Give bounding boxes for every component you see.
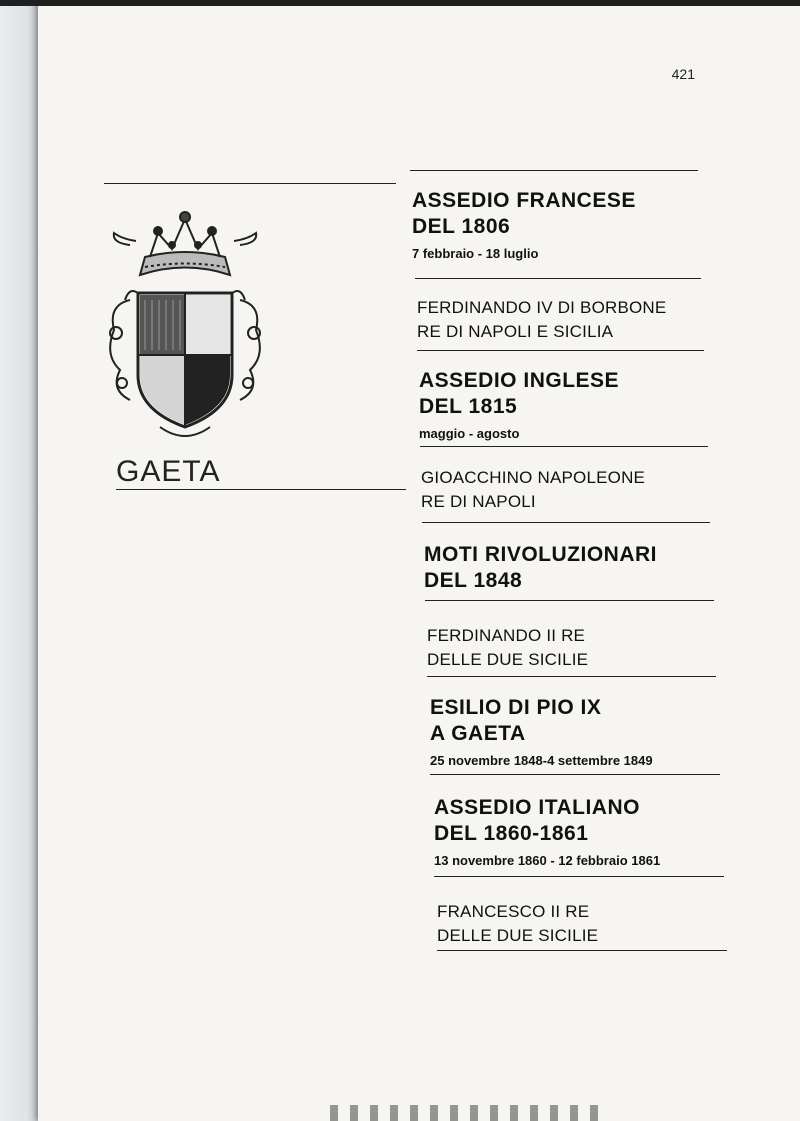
entry-rule-2: [417, 350, 704, 351]
entry-ruler-francesco-ii: [437, 900, 598, 948]
page-number: 421: [671, 66, 695, 82]
page-top-edge: [0, 0, 800, 6]
entry-rule-7: [430, 774, 720, 775]
entry-event-pio-ix: [430, 695, 653, 768]
entry-rule-1: [415, 278, 701, 279]
entry-title: DEL 1860-1861: [434, 822, 589, 845]
entry-title: DEL 1815: [419, 395, 518, 418]
book-spine-edge: [0, 0, 38, 1121]
ruler-line: RE DI NAPOLI: [421, 492, 536, 511]
entry-title: A GAETA: [430, 722, 526, 745]
entry-title: ASSEDIO ITALIANO: [434, 796, 640, 819]
entry-rule-4: [422, 522, 710, 523]
entry-ruler-ferdinando-ii: [427, 624, 588, 672]
entry-title: DEL 1848: [424, 569, 523, 592]
ruler-line: FRANCESCO II RE: [437, 902, 590, 921]
entry-title: DEL 1806: [412, 215, 511, 238]
ruler-line: GIOACCHINO NAPOLEONE: [421, 468, 646, 487]
entry-date: 13 novembre 1860 - 12 febbraio 1861: [434, 853, 661, 868]
ruler-line: DELLE DUE SICILIE: [427, 650, 589, 669]
entry-rule-8: [434, 876, 724, 877]
entry-ruler-gioacchino: [421, 466, 645, 514]
place-bottom-rule: [116, 489, 406, 490]
entry-date: 7 febbraio - 18 luglio: [412, 246, 539, 261]
entry-rule-5: [425, 600, 714, 601]
entry-title: ESILIO DI PIO IX: [430, 696, 602, 719]
entry-rule-9: [437, 950, 727, 951]
gaeta-coat-of-arms-icon: [100, 205, 270, 450]
entry-event-1806: [412, 188, 636, 261]
entry-rule-3: [420, 446, 708, 447]
entry-rule-top: [410, 170, 698, 171]
place-name: GAETA: [116, 455, 221, 488]
entry-rule-6: [427, 676, 716, 677]
ruler-line: FERDINANDO IV DI BORBONE: [417, 298, 667, 317]
next-page-edge: [330, 1105, 610, 1121]
entry-title: MOTI RIVOLUZIONARI: [424, 543, 657, 566]
book-page: [38, 0, 800, 1121]
ruler-line: DELLE DUE SICILIE: [437, 926, 599, 945]
entry-date: 25 novembre 1848-4 settembre 1849: [430, 753, 653, 768]
entry-title: ASSEDIO INGLESE: [419, 369, 620, 392]
entry-event-1848: [424, 542, 657, 594]
entry-date: maggio - agosto: [419, 426, 520, 441]
ruler-line: RE DI NAPOLI E SICILIA: [417, 322, 614, 341]
entry-title: ASSEDIO FRANCESE: [412, 189, 636, 212]
entry-ruler-ferdinando-iv: [417, 296, 666, 344]
ruler-line: FERDINANDO II RE: [427, 626, 586, 645]
entry-event-1815: [419, 368, 619, 441]
entry-event-1860: [434, 795, 660, 868]
crest-top-rule: [104, 183, 396, 184]
